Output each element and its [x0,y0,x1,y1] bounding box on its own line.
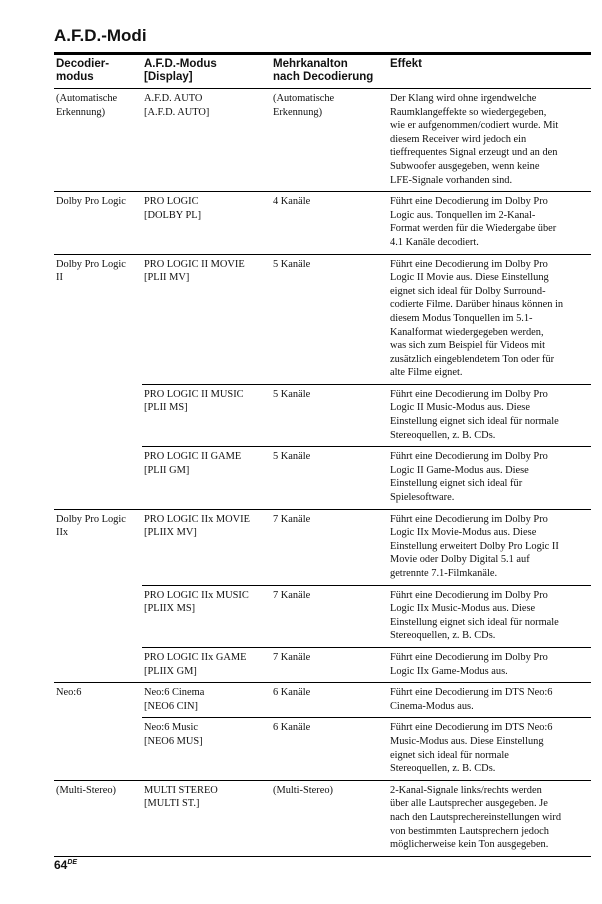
cell-line: 5 Kanäle [273,258,311,270]
table-header-row [54,54,591,89]
cell-line: [PLIIX MS] [144,603,196,615]
cell-line: 6 Kanäle [273,687,311,699]
cell-line: diesem Modus Tonquellen im 5.1- [390,312,533,324]
channels-cell [271,585,388,647]
channels-cell [271,683,388,718]
cell-line: Music-Modus aus. Diese Einstellung [390,735,544,747]
table-row [54,509,591,585]
cell-line: Logic aus. Tonquellen im 2-Kanal- [390,209,536,221]
afd-mode-cell [142,192,271,254]
page-number [54,858,77,872]
cell-line: PRO LOGIC IIx MUSIC [144,589,249,601]
table-row [54,89,591,192]
afd-modes-table [54,52,591,857]
channels-cell [271,89,388,192]
header-line: A.F.D.-Modus [144,58,217,70]
cell-line: LFE-Signale vorhanden sind. [390,174,513,186]
channels-cell [271,718,388,780]
cell-line: was sich zum Beispiel für Videos mit [390,340,546,352]
cell-line: Einstellung eignet sich ideal für normale [390,416,559,428]
effect-cell [388,780,591,856]
cell-line: Führt eine Decodierung im Dolby Pro [390,388,548,400]
header-line: Mehrkanalton [273,58,348,70]
cell-line: Erkennung) [273,106,323,118]
cell-line: Logic II Movie aus. Diese Einstellung [390,272,549,284]
cell-line: Raumklangeffekte so wiedergegeben, [390,106,547,118]
cell-line: Movie oder Dolby Digital 5.1 auf [390,554,530,566]
cell-line: Einstellung eignet sich ideal für [390,478,523,490]
effect-cell [388,384,591,446]
cell-line: 7 Kanäle [273,513,311,525]
afd-mode-cell [142,683,271,718]
table-row [54,780,591,856]
afd-mode-cell [142,89,271,192]
cell-line: [PLII MS] [144,402,188,414]
cell-line: codierte Filme. Darüber hinaus können in [390,299,564,311]
cell-line: (Automatische [56,93,118,104]
cell-line: Führt eine Decodierung im DTS Neo:6 [390,722,553,734]
cell-line: zusätzlich eingeblendetem Ton oder für [390,353,555,365]
cell-line: Neo:6 Music [144,722,198,734]
header-channels [271,54,388,89]
cell-line: [NEO6 MUS] [144,735,203,747]
channels-cell [271,509,388,585]
cell-line: [MULTI ST.] [144,798,200,810]
cell-line: (Multi-Stereo) [273,784,334,796]
cell-line: wie er aufgenommen/codiert wurde. Mit [390,120,559,132]
cell-line: A.F.D. AUTO [144,93,203,104]
page-number-value: 64 [54,858,68,872]
cell-line: getrennte 7.1-Filmkanäle. [390,568,498,579]
table-body [54,89,591,857]
cell-line: Führt eine Decodierung im Dolby Pro [390,589,548,601]
cell-line: 4.1 Kanäle decodiert. [390,236,479,248]
cell-line: Der Klang wird ohne irgendwelche [390,93,537,104]
cell-line: Stereoquellen, z. B. CDs. [390,429,496,441]
channels-cell [271,254,388,384]
cell-line: diesem Receiver wird jedoch ein [390,133,527,145]
cell-line: Stereoquellen, z. B. CDs. [390,630,496,642]
cell-line: Dolby Pro Logic [56,513,126,525]
afd-mode-cell [142,384,271,446]
afd-mode-cell [142,509,271,585]
cell-line: Neo:6 [56,687,82,699]
cell-line: PRO LOGIC II MOVIE [144,258,245,270]
effect-cell [388,718,591,780]
table-row [54,254,591,384]
cell-line: alte Filme eignet. [390,367,463,379]
cell-line: von bestimmten Lautsprechern jedoch [390,825,549,837]
cell-line: Einstellung erweitert Dolby Pro Logic II [390,540,559,552]
cell-line: 7 Kanäle [273,589,311,601]
cell-line: Erkennung) [56,106,106,118]
effect-cell [388,89,591,192]
effect-cell [388,683,591,718]
cell-line: 2-Kanal-Signale links/rechts werden [390,784,542,796]
decoding-mode-cell [54,509,142,683]
cell-line: [DOLBY PL] [144,209,202,221]
header-line: [Display] [144,71,193,83]
cell-line: Kanalformat wiedergegeben werden, [390,326,544,338]
cell-line: Neo:6 Cinema [144,687,205,699]
cell-line: Logic II Game-Modus aus. Diese [390,464,529,476]
decoding-mode-cell [54,192,142,254]
cell-line: Führt eine Decodierung im Dolby Pro [390,451,548,463]
header-line: Effekt [390,58,422,70]
afd-modes-table-wrapper [54,52,591,857]
table-row [54,192,591,254]
effect-cell [388,254,591,384]
page-language-suffix: DE [67,859,78,866]
cell-line: 5 Kanäle [273,451,311,463]
effect-cell [388,192,591,254]
cell-line: Dolby Pro Logic [56,258,126,270]
cell-line: Dolby Pro Logic [56,196,126,208]
cell-line: PRO LOGIC II GAME [144,451,242,463]
afd-mode-cell [142,718,271,780]
cell-line: nach den Lautsprechereinstellungen wird [390,811,562,823]
cell-line: Spielesoftware. [390,492,455,504]
cell-line: eignet sich ideal für normale [390,749,509,761]
cell-line: Führt eine Decodierung im Dolby Pro [390,651,548,663]
cell-line: eignet sich ideal für Dolby Surround- [390,285,546,297]
cell-line: [PLIIX GM] [144,665,197,677]
cell-line: Führt eine Decodierung im Dolby Pro [390,513,548,525]
cell-line: Stereoquellen, z. B. CDs. [390,763,496,775]
effect-cell [388,509,591,585]
cell-line: Logic IIx Movie-Modus aus. Diese [390,527,537,539]
cell-line: Subwoofer ausgegeben, wenn keine [390,160,540,172]
header-decoding-mode [54,54,142,89]
header-effect [388,54,591,89]
cell-line: [PLII GM] [144,464,190,476]
cell-line: Führt eine Decodierung im Dolby Pro [390,258,548,270]
header-line: nach Decodierung [273,71,374,83]
afd-mode-cell [142,447,271,509]
cell-line: [PLIIX MV] [144,527,197,539]
channels-cell [271,780,388,856]
cell-line: 4 Kanäle [273,196,311,208]
table-row [54,683,591,718]
decoding-mode-cell [54,89,142,192]
cell-line: tieffrequentes Signal erzeugt und an den [390,147,558,159]
cell-line: (Multi-Stereo) [56,784,117,796]
afd-mode-cell [142,780,271,856]
decoding-mode-cell [54,780,142,856]
channels-cell [271,647,388,682]
cell-line: (Automatische [273,93,335,104]
effect-cell [388,447,591,509]
cell-line: 7 Kanäle [273,651,311,663]
cell-line: IIx [56,527,69,539]
cell-line: Logic IIx Game-Modus aus. [390,665,508,677]
cell-line: Einstellung eignet sich ideal für normale [390,616,559,628]
cell-line: 5 Kanäle [273,388,311,400]
cell-line: [PLII MV] [144,272,190,284]
cell-line: PRO LOGIC II MUSIC [144,388,244,400]
cell-line: Format werden für die Wiedergabe über [390,223,557,235]
afd-mode-cell [142,254,271,384]
channels-cell [271,192,388,254]
cell-line: PRO LOGIC IIx MOVIE [144,513,250,525]
cell-line: PRO LOGIC IIx GAME [144,651,247,663]
cell-line: Führt eine Decodierung im Dolby Pro [390,196,548,208]
cell-line: über alle Lautsprecher ausgegeben. Je [390,798,548,810]
afd-mode-cell [142,647,271,682]
channels-cell [271,447,388,509]
cell-line: Logic II Music-Modus aus. Diese [390,402,530,414]
page-title: A.F.D.-Modi [54,26,147,45]
decoding-mode-cell [54,254,142,509]
cell-line: Logic IIx Music-Modus aus. Diese [390,603,536,615]
cell-line: Cinema-Modus aus. [390,700,474,712]
channels-cell [271,384,388,446]
cell-line: 6 Kanäle [273,722,311,734]
cell-line: möglicherweise kein Ton ausgegeben. [390,839,549,851]
header-afd-mode [142,54,271,89]
cell-line: [NEO6 CIN] [144,700,198,712]
header-line: Decodier- [56,58,110,70]
header-line: modus [56,71,94,83]
afd-mode-cell [142,585,271,647]
cell-line: II [56,272,63,284]
effect-cell [388,585,591,647]
cell-line: [A.F.D. AUTO] [144,106,210,118]
cell-line: MULTI STEREO [144,784,218,796]
effect-cell [388,647,591,682]
cell-line: Führt eine Decodierung im DTS Neo:6 [390,687,553,699]
cell-line: PRO LOGIC [144,196,199,208]
decoding-mode-cell [54,683,142,781]
